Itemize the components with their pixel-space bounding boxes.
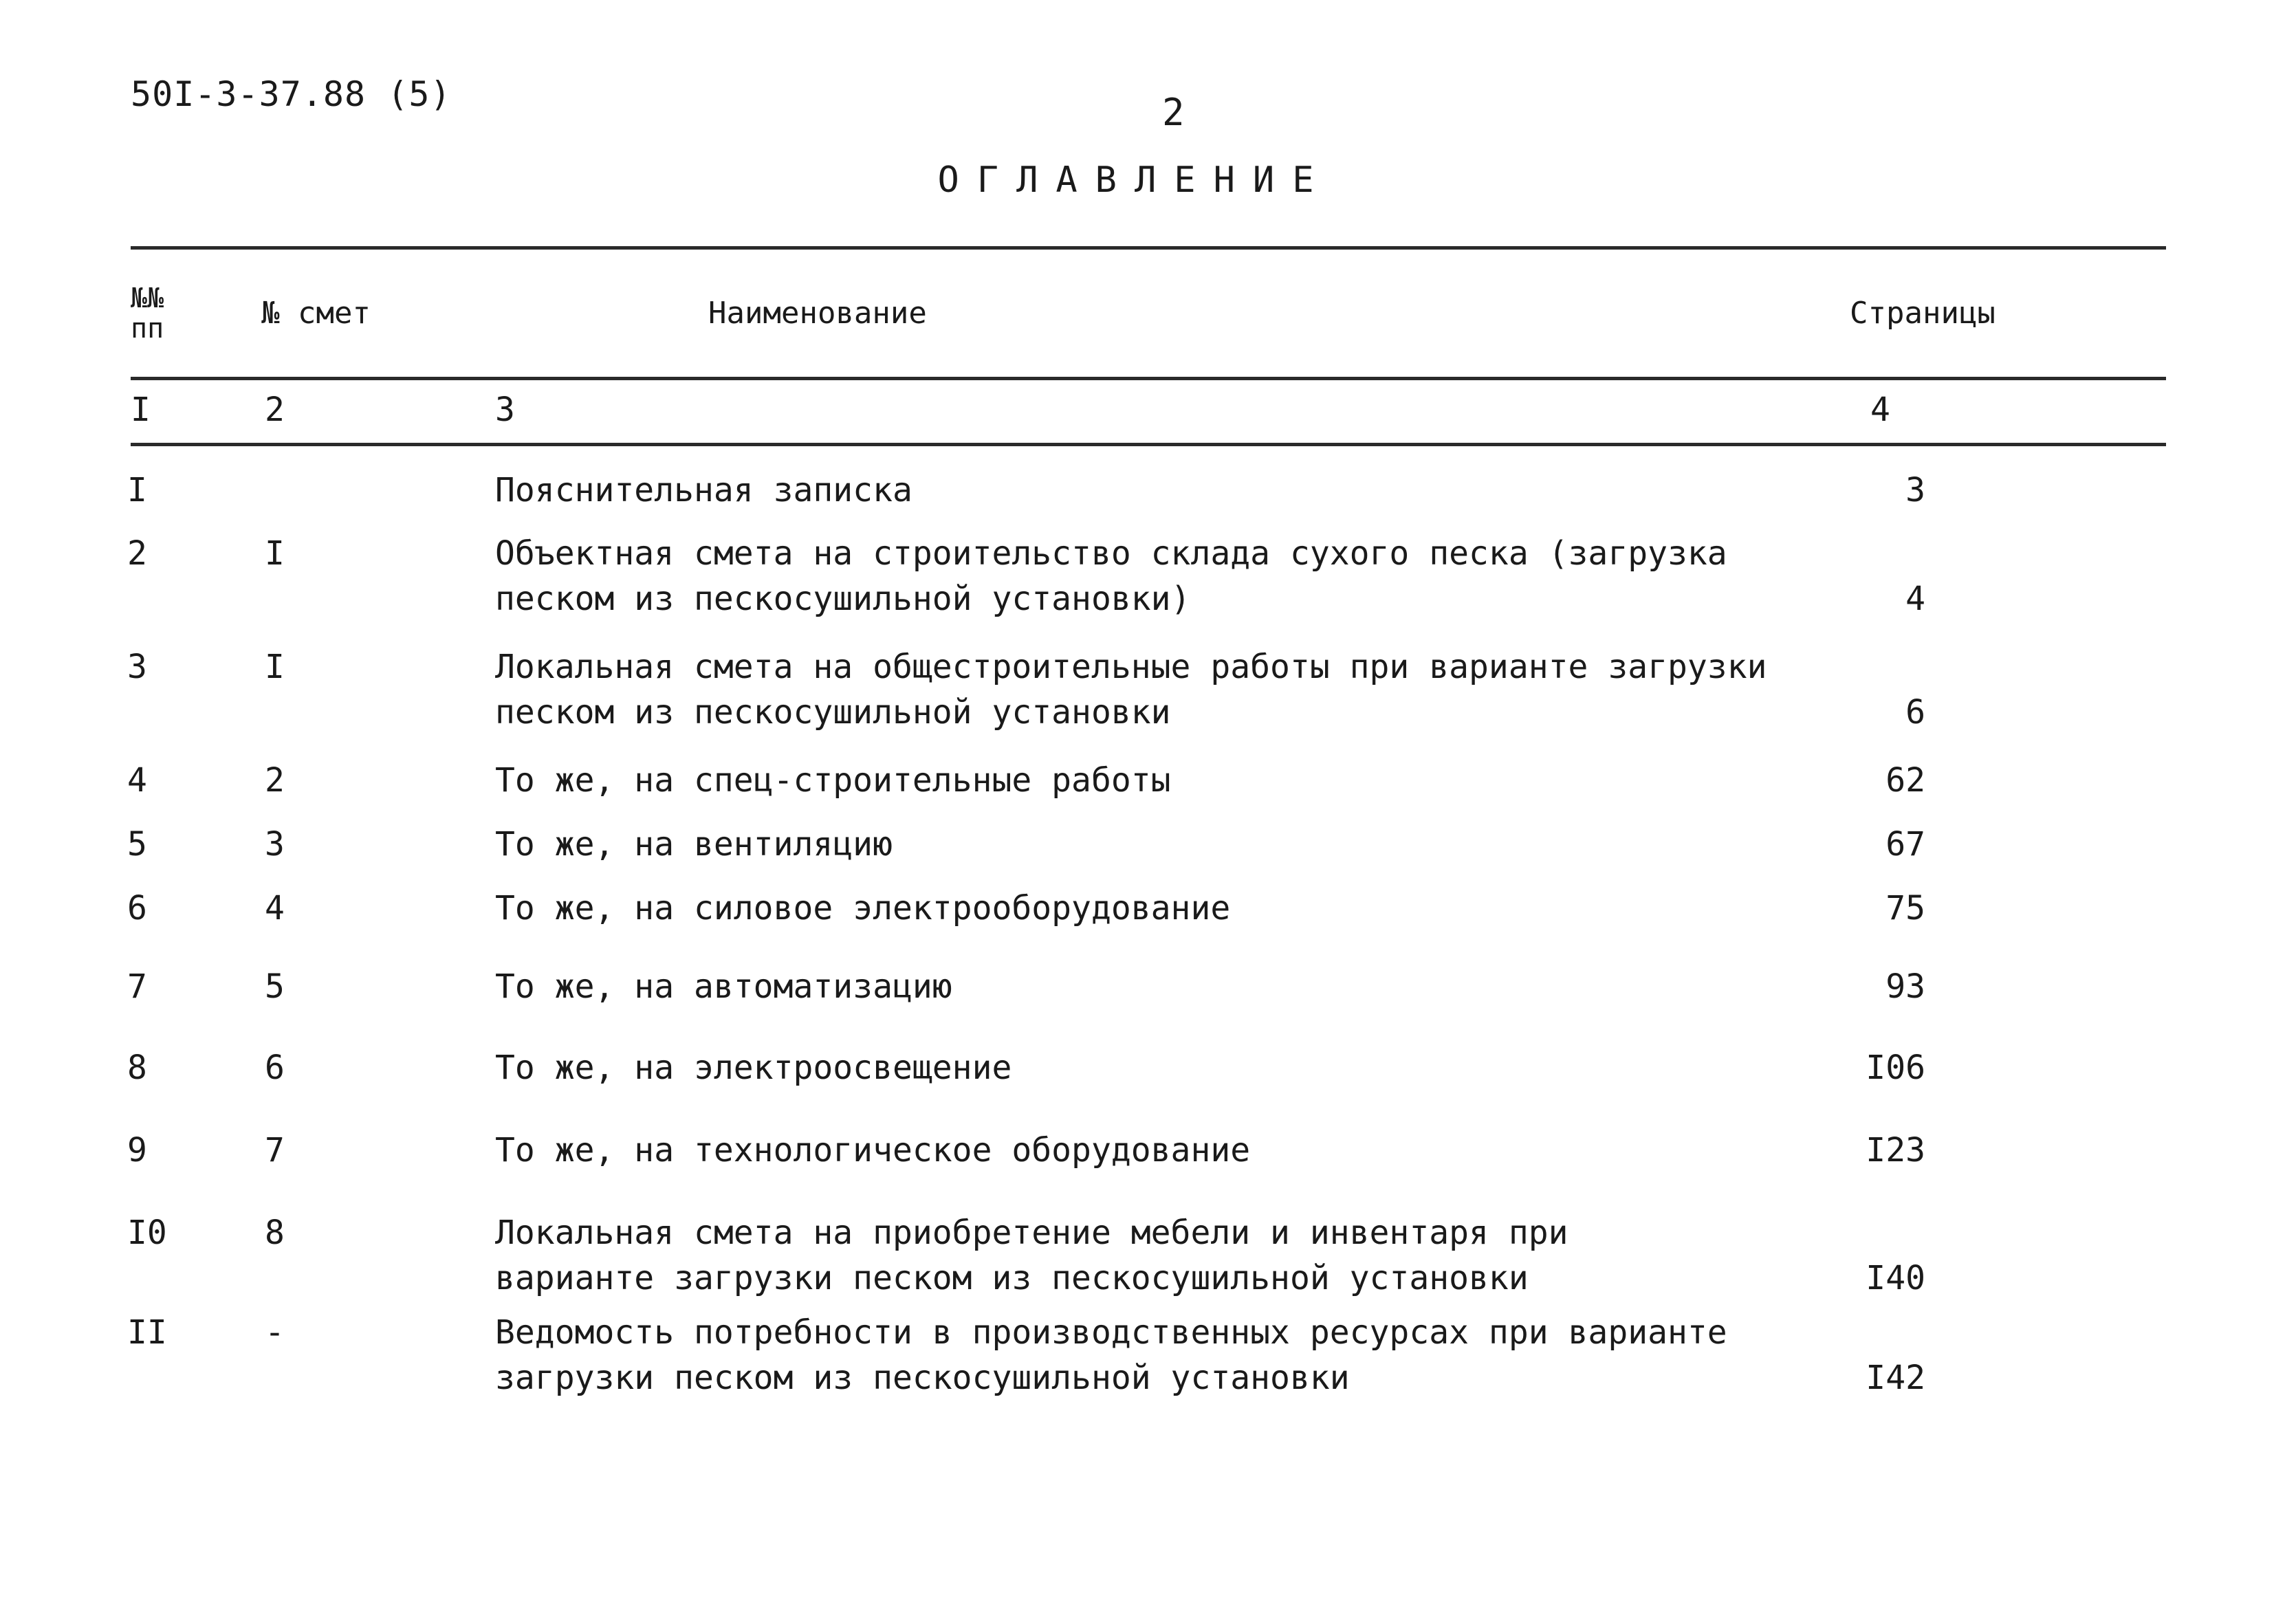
row-smeta-number: 5 <box>265 967 285 1006</box>
row-name-line: Объектная смета на строительство склада сухого песка (загрузка <box>495 534 1727 573</box>
row-number: I <box>127 471 147 509</box>
column-number-2: 2 <box>265 391 285 429</box>
row-name-line: То же, на силовое электрооборудование <box>495 889 1231 928</box>
row-number: 4 <box>127 761 147 800</box>
row-name-line: То же, на электроосвещение <box>495 1049 1012 1087</box>
row-name-line: песком из пескосушильной установки <box>495 693 1171 732</box>
row-number: 2 <box>127 534 147 573</box>
row-name <box>495 886 1843 931</box>
row-page: 3 <box>1905 471 1925 509</box>
row-page: I23 <box>1866 1131 1925 1170</box>
row-smeta-number: 3 <box>265 825 285 864</box>
row-name <box>495 758 1843 803</box>
column-number-4: 4 <box>1870 391 1890 429</box>
row-number: 3 <box>127 648 147 686</box>
column-header-num-line2: пп <box>131 313 164 344</box>
row-name <box>495 468 1843 513</box>
row-name <box>495 964 1843 1009</box>
row-name <box>495 1310 1843 1401</box>
column-number-3: 3 <box>495 391 515 429</box>
header-bottom-rule <box>131 377 2166 380</box>
row-name-line: То же, на автоматизацию <box>495 967 952 1006</box>
document-code: 50I-3-37.88 (5) <box>131 74 452 114</box>
column-header-smeta: № смет <box>261 296 371 331</box>
row-page: I40 <box>1866 1259 1925 1297</box>
row-smeta-number: 7 <box>265 1131 285 1170</box>
row-smeta-number: I <box>265 648 285 686</box>
row-number: 5 <box>127 825 147 864</box>
row-page: 67 <box>1885 825 1925 864</box>
row-number: I0 <box>127 1214 167 1252</box>
row-name-line: Пояснительная записка <box>495 471 912 509</box>
row-name-line: То же, на технологическое оборудование <box>495 1131 1251 1170</box>
column-numbers-rule <box>131 443 2166 446</box>
row-smeta-number: I <box>265 534 285 573</box>
row-name-line: Ведомость потребности в производственных ресурсах при варианте <box>495 1313 1727 1352</box>
column-header-num <box>131 283 164 344</box>
row-page: I06 <box>1866 1049 1925 1087</box>
row-number: 8 <box>127 1049 147 1087</box>
row-smeta-number: 2 <box>265 761 285 800</box>
column-header-name: Наименование <box>708 296 927 331</box>
row-number: 9 <box>127 1131 147 1170</box>
row-name <box>495 1210 1843 1301</box>
row-name <box>495 822 1843 867</box>
row-page: 75 <box>1885 889 1925 928</box>
row-name <box>495 1045 1843 1090</box>
row-name-line: То же, на вентиляцию <box>495 825 893 864</box>
row-page: 6 <box>1905 693 1925 732</box>
row-name-line: То же, на спец-строительные работы <box>495 761 1171 800</box>
row-name-line: Локальная смета на приобретение мебели и инвентаря при <box>495 1214 1568 1252</box>
table-top-rule <box>131 246 2166 250</box>
row-name <box>495 531 1843 622</box>
row-name-line: Локальная смета на общестроительные работы при варианте загрузки <box>495 648 1767 686</box>
row-name-line: загрузки песком из пескосушильной установки <box>495 1359 1350 1397</box>
row-number: II <box>127 1313 167 1352</box>
row-page: 62 <box>1885 761 1925 800</box>
row-name-line: песком из пескосушильной установки) <box>495 580 1191 618</box>
row-page: I42 <box>1866 1359 1925 1397</box>
row-page: 4 <box>1905 580 1925 618</box>
row-smeta-number: 8 <box>265 1214 285 1252</box>
column-header-pages: Страницы <box>1850 296 1996 331</box>
row-page: 93 <box>1885 967 1925 1006</box>
row-name-line: варианте загрузки песком из пескосушильной установки <box>495 1259 1529 1297</box>
page-number: 2 <box>1162 91 1185 134</box>
row-number: 7 <box>127 967 147 1006</box>
row-number: 6 <box>127 889 147 928</box>
row-smeta-number: 4 <box>265 889 285 928</box>
row-name <box>495 644 1843 735</box>
column-number-1: I <box>131 391 151 429</box>
row-name <box>495 1128 1843 1173</box>
page-title: ОГЛАВЛЕНИЕ <box>937 160 1332 201</box>
row-smeta-number: 6 <box>265 1049 285 1087</box>
row-smeta-number: - <box>265 1313 285 1352</box>
column-header-num-line1: №№ <box>131 283 164 314</box>
